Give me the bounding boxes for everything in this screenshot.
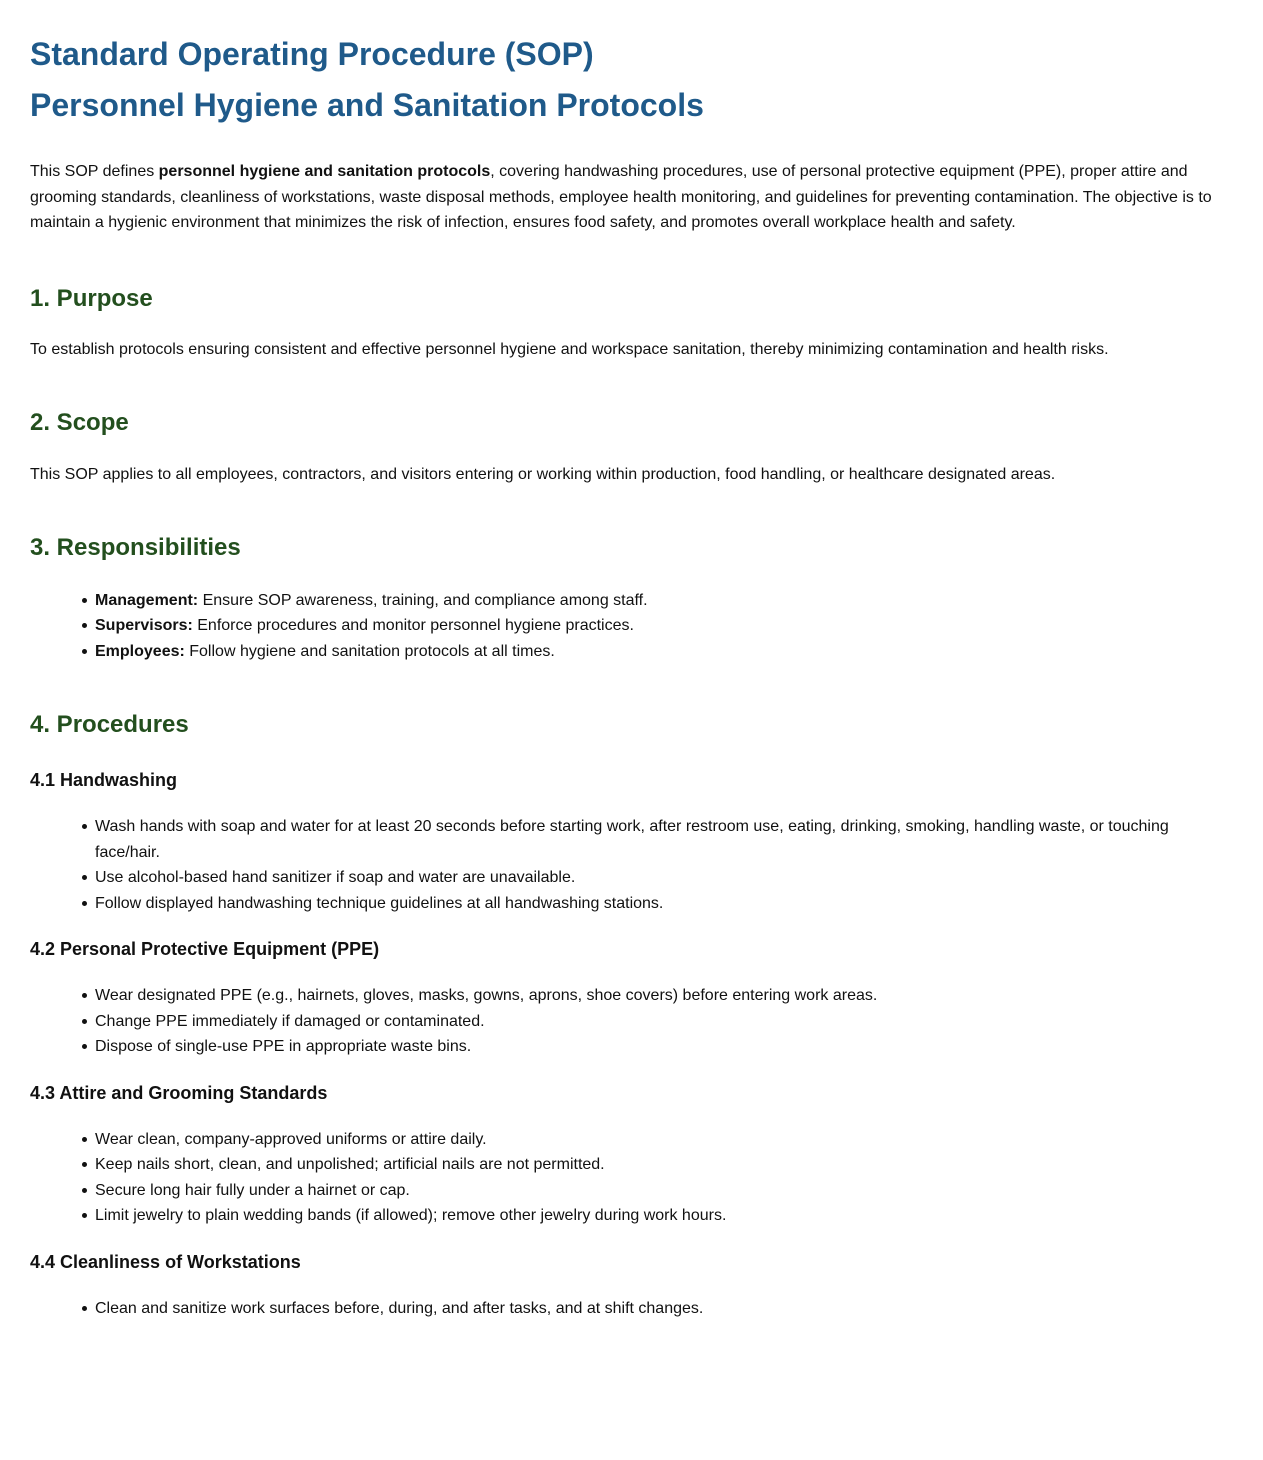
purpose-text: To establish protocols ensuring consistent and effective personnel hygiene and workspace sanitation, thereby minimizing contamination and health risks.: [30, 340, 1109, 358]
list-item: Secure long hair fully under a hairnet or cap.: [95, 1178, 1220, 1204]
section-heading-scope: 2. Scope: [30, 409, 129, 436]
section-heading-purpose: 1. Purpose: [30, 284, 153, 312]
intro-bold: personnel hygiene and sanitation protocols: [158, 163, 491, 180]
role-text: Follow hygiene and sanitation protocols at all times.: [184, 642, 555, 660]
handwashing-list: [30, 814, 1220, 916]
page-subtitle: Personnel Hygiene and Sanitation Protocols: [30, 87, 704, 123]
list-item: Wash hands with soap and water for at least 20 seconds before starting work, after restroom use, eating, drinking, smoking, handling waste, or touching face/hair.: [95, 814, 1220, 865]
intro-suffix: , covering handwashing procedures, use of personal protective equipment (PPE), proper attire and grooming standards, cleanliness of workstations, waste disposal methods, employee health monitoring, and guidelines for preventing contamination. The objective is to maintain a hygienic environment that minimizes the risk of infection, ensures food safety, and promotes overall workplace health and safety.: [30, 163, 1212, 231]
list-item: Limit jewelry to plain wedding bands (if allowed); remove other jewelry during work hours.: [95, 1203, 1220, 1229]
role-text: Enforce procedures and monitor personnel hygiene practices.: [192, 617, 634, 634]
attire-list: [30, 1127, 1220, 1229]
list-item: Dispose of single-use PPE in appropriate waste bins.: [95, 1034, 1220, 1060]
list-item: Keep nails short, clean, and unpolished; artificial nails are not permitted.: [95, 1152, 1220, 1178]
subsection-heading-ppe: 4.2 Personal Protective Equipment (PPE): [30, 939, 380, 959]
intro-prefix: This SOP defines: [30, 163, 159, 180]
role-label: Supervisors:: [95, 617, 193, 634]
intro-paragraph: [30, 159, 1220, 236]
responsibilities-list: [30, 588, 1220, 665]
sop-document: [30, 0, 1220, 1317]
list-item: [95, 613, 1220, 639]
role-label: Employees:: [95, 642, 185, 660]
list-item: Change PPE immediately if damaged or contaminated.: [95, 1009, 1220, 1035]
workstations-list: [30, 1296, 1220, 1322]
subsection-heading-attire: 4.3 Attire and Grooming Standards: [30, 1082, 328, 1103]
list-item: Use alcohol-based hand sanitizer if soap and water are unavailable.: [95, 865, 1220, 891]
role-text: Ensure SOP awareness, training, and compliance among staff.: [198, 591, 648, 609]
list-item: Wear clean, company-approved uniforms or attire daily.: [95, 1127, 1220, 1153]
list-item: Wear designated PPE (e.g., hairnets, gloves, masks, gowns, aprons, shoe covers) before entering work areas.: [95, 983, 1220, 1009]
scope-text: This SOP applies to all employees, contractors, and visitors entering or working within production, food handling, or healthcare designated areas.: [30, 466, 1056, 483]
subsection-heading-workstations: 4.4 Cleanliness of Workstations: [30, 1251, 301, 1272]
subsection-heading-handwashing: 4.1 Handwashing: [30, 770, 178, 790]
list-item: [95, 639, 1220, 665]
ppe-list: [30, 983, 1220, 1060]
list-item: Follow displayed handwashing technique guidelines at all handwashing stations.: [95, 891, 1220, 917]
list-item: [95, 588, 1220, 614]
section-heading-responsibilities: 3. Responsibilities: [30, 533, 241, 561]
section-heading-procedures: 4. Procedures: [30, 711, 189, 738]
page-title: Standard Operating Procedure (SOP): [30, 36, 594, 72]
title-block: [30, 0, 1220, 131]
role-label: Management:: [95, 591, 199, 609]
list-item: Clean and sanitize work surfaces before, during, and after tasks, and at shift changes.: [95, 1296, 1220, 1322]
